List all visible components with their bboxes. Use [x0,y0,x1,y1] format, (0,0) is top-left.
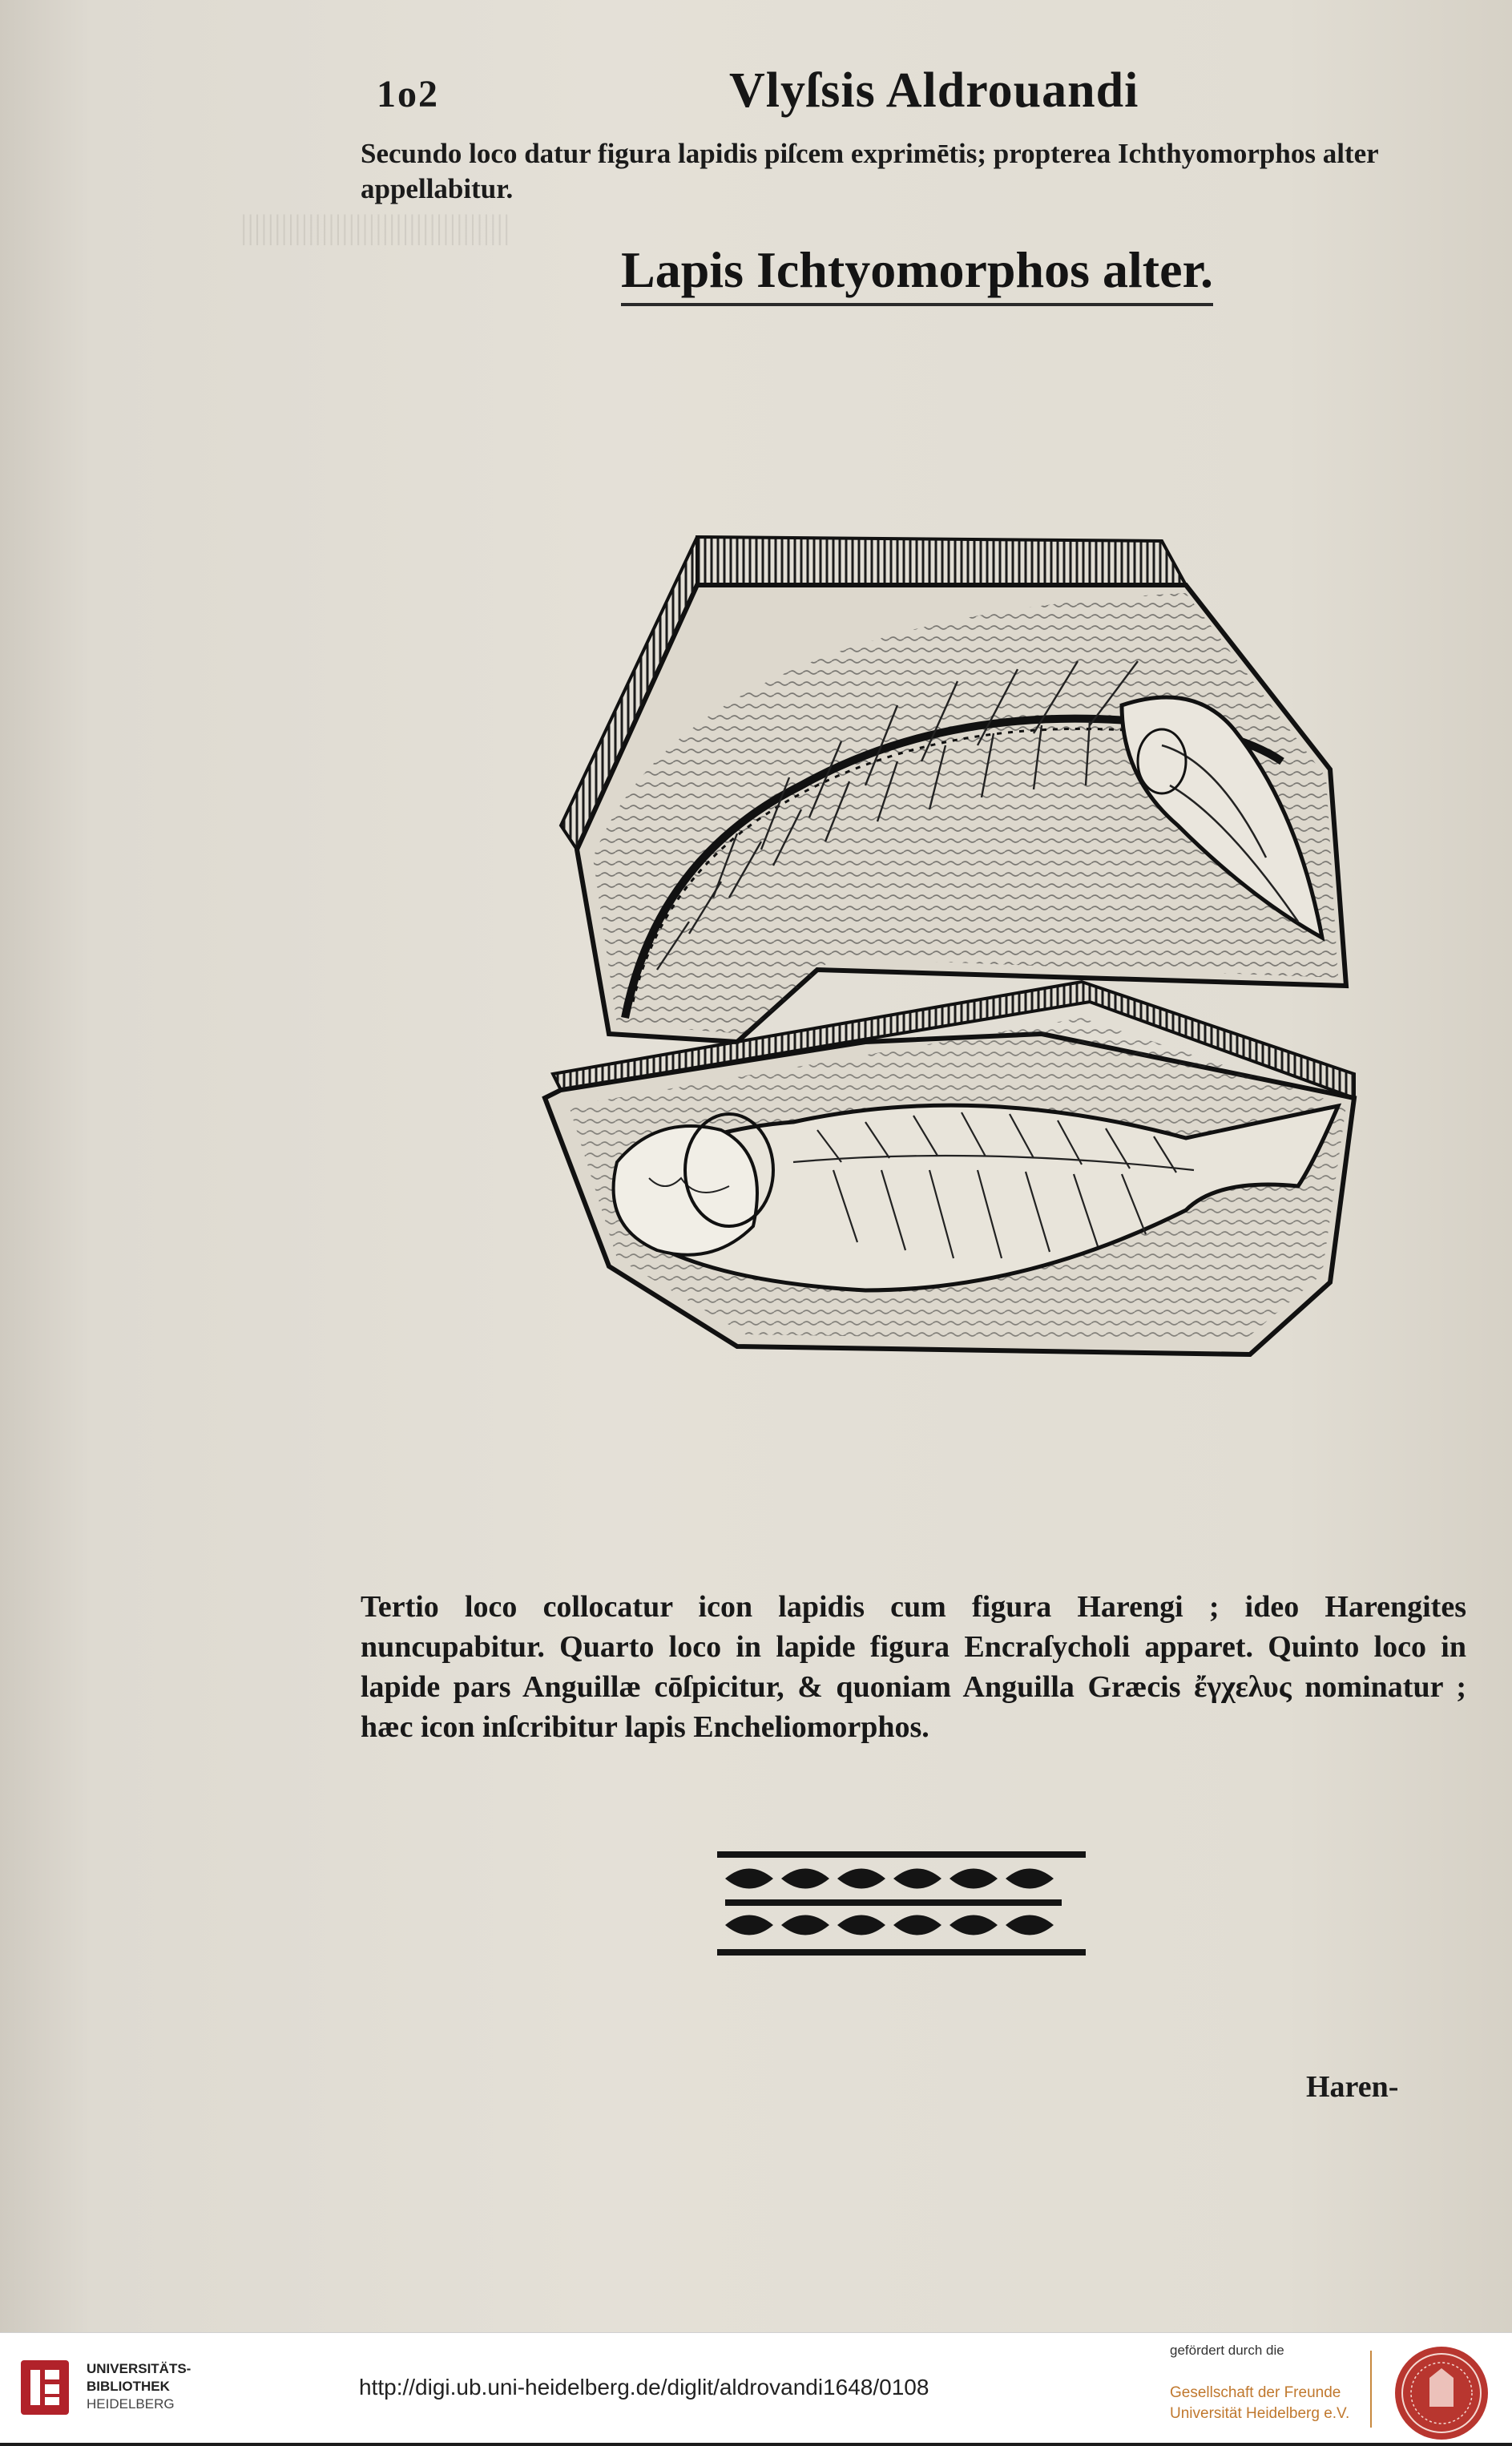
sponsor-block [1170,2343,1378,2424]
plate-title: Lapis Ichtyomorphos alter. [621,240,1213,306]
library-line-3: HEIDELBERG [87,2396,175,2412]
printers-ornament [717,1851,1086,1956]
sponsor-line-2: Universität Heidelberg e.V. [1170,2405,1350,2422]
woodcut-figure [529,521,1394,1386]
catchword: Haren- [1306,2070,1399,2104]
running-head [377,63,1498,127]
university-library-name [87,2360,191,2413]
library-line-1: UNIVERSITÄTS- [87,2361,192,2376]
footer-divider [1370,2351,1372,2428]
university-library-logo-icon [18,2357,72,2418]
footer-bar [0,2332,1512,2443]
university-seal-icon [1393,2344,1490,2442]
intro-paragraph: Secundo loco datur figura lapidis piſcem exprimētis; propterea Ichthyomorphos alter appellabitur. [361,138,1379,204]
running-title: Vlyſsis Aldrouandi [729,63,1139,118]
document-url-link[interactable]: http://digi.ub.uni-heidelberg.de/diglit/aldrovandi1648/0108 [359,2375,929,2400]
sponsor-label: gefördert durch die [1170,2343,1284,2358]
caption-paragraph: Tertio loco collocatur icon lapidis cum figura Harengi ; ideo Harengites nuncupabitur. Quarto loco in lapide figura Encraſycholi apparet. Quinto loco in lapide pars Anguillæ cōſpicitur, & quoniam Anguilla Græcis ἔγχελυς nominatur ; hæc icon inſcribitur lapis Encheliomorphos. [361,1590,1466,1744]
bleed-through-text: |||||||||||||||||||||||||||||||||||||||| [240,209,510,246]
page-number: 1o2 [377,73,439,115]
sponsor-organization [1170,2383,1378,2424]
upper-stone [561,537,1346,1042]
sponsor-line-1: Gesellschaft der Freunde [1170,2384,1341,2401]
library-line-2: BIBLIOTHEK [87,2379,170,2394]
